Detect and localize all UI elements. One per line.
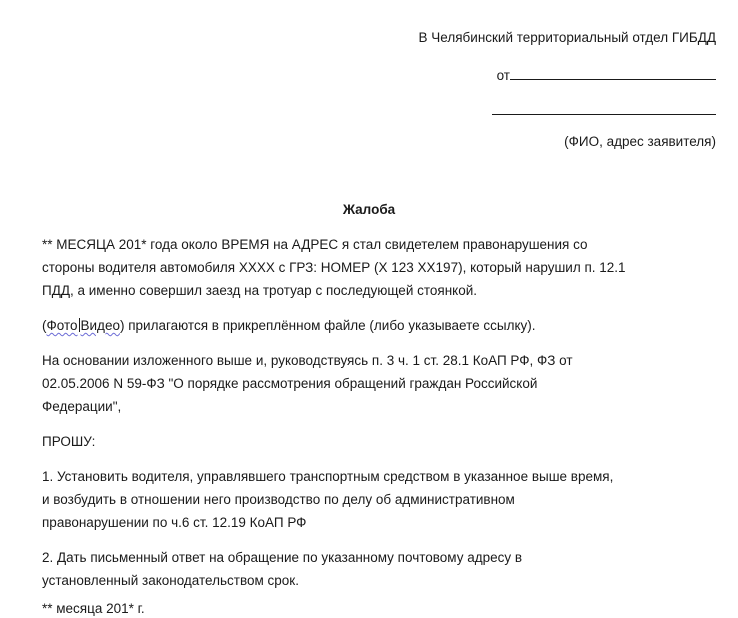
- paragraph2-open-paren: (: [42, 318, 47, 333]
- address-blank-line: [492, 101, 716, 120]
- item2-line1: 2. Дать письменный ответ на обращение по указанному почтовому адресу в: [42, 550, 523, 565]
- item1-line3: правонарушении по ч.6 ст. 12.19 КоАП РФ: [42, 515, 307, 530]
- paragraph3-line1: На основании изложенного выше и, руководствуясь п. 3 ч. 1 ст. 28.1 КоАП РФ, ФЗ от: [42, 353, 573, 368]
- paragraph3-line2: 02.05.2006 N 59-ФЗ "О порядке рассмотрения обращений граждан Российской: [42, 376, 538, 391]
- item1-line2: и возбудить в отношении него производство по делу об административном: [42, 492, 515, 507]
- paragraph2-video: Видео: [80, 318, 120, 333]
- document-title: Жалоба: [342, 202, 396, 217]
- from-label: от: [496, 68, 510, 83]
- item2-line2: установленный законодательством срок.: [42, 573, 299, 588]
- paragraph2-rest: ) прилагаются в прикреплённом файле (либо указываете ссылку).: [119, 318, 536, 333]
- paragraph1-line1: ** МЕСЯЦА 201* года около ВРЕМЯ на АДРЕС я стал свидетелем правонарушения со: [42, 237, 588, 252]
- paragraph2-separator: [79, 318, 80, 332]
- recipient-line: В Челябинский территориальный отдел ГИБДД: [418, 30, 716, 45]
- from-blank: [510, 66, 716, 80]
- request-heading: ПРОШУ:: [42, 434, 96, 449]
- address-blank: [492, 101, 716, 115]
- paragraph1-line3: ПДД, а именно совершил заезд на тротуар с последующей стоянкой.: [42, 283, 478, 298]
- item1-line1: 1. Установить водителя, управлявшего транспортным средством в указанное выше время,: [42, 469, 614, 484]
- date-line: ** месяца 201* г.: [42, 601, 145, 616]
- paragraph1-line2: стороны водителя автомобиля ХХХХ с ГРЗ: НОМЕР (Х 123 ХХ197), который нарушил п. 12.1: [42, 260, 626, 275]
- paragraph2: [42, 317, 536, 335]
- signature-note: (ФИО, адрес заявителя): [564, 134, 716, 149]
- from-line: [497, 66, 716, 85]
- paragraph2-photo: Фото: [46, 318, 78, 333]
- paragraph3-line3: Федерации",: [42, 399, 122, 414]
